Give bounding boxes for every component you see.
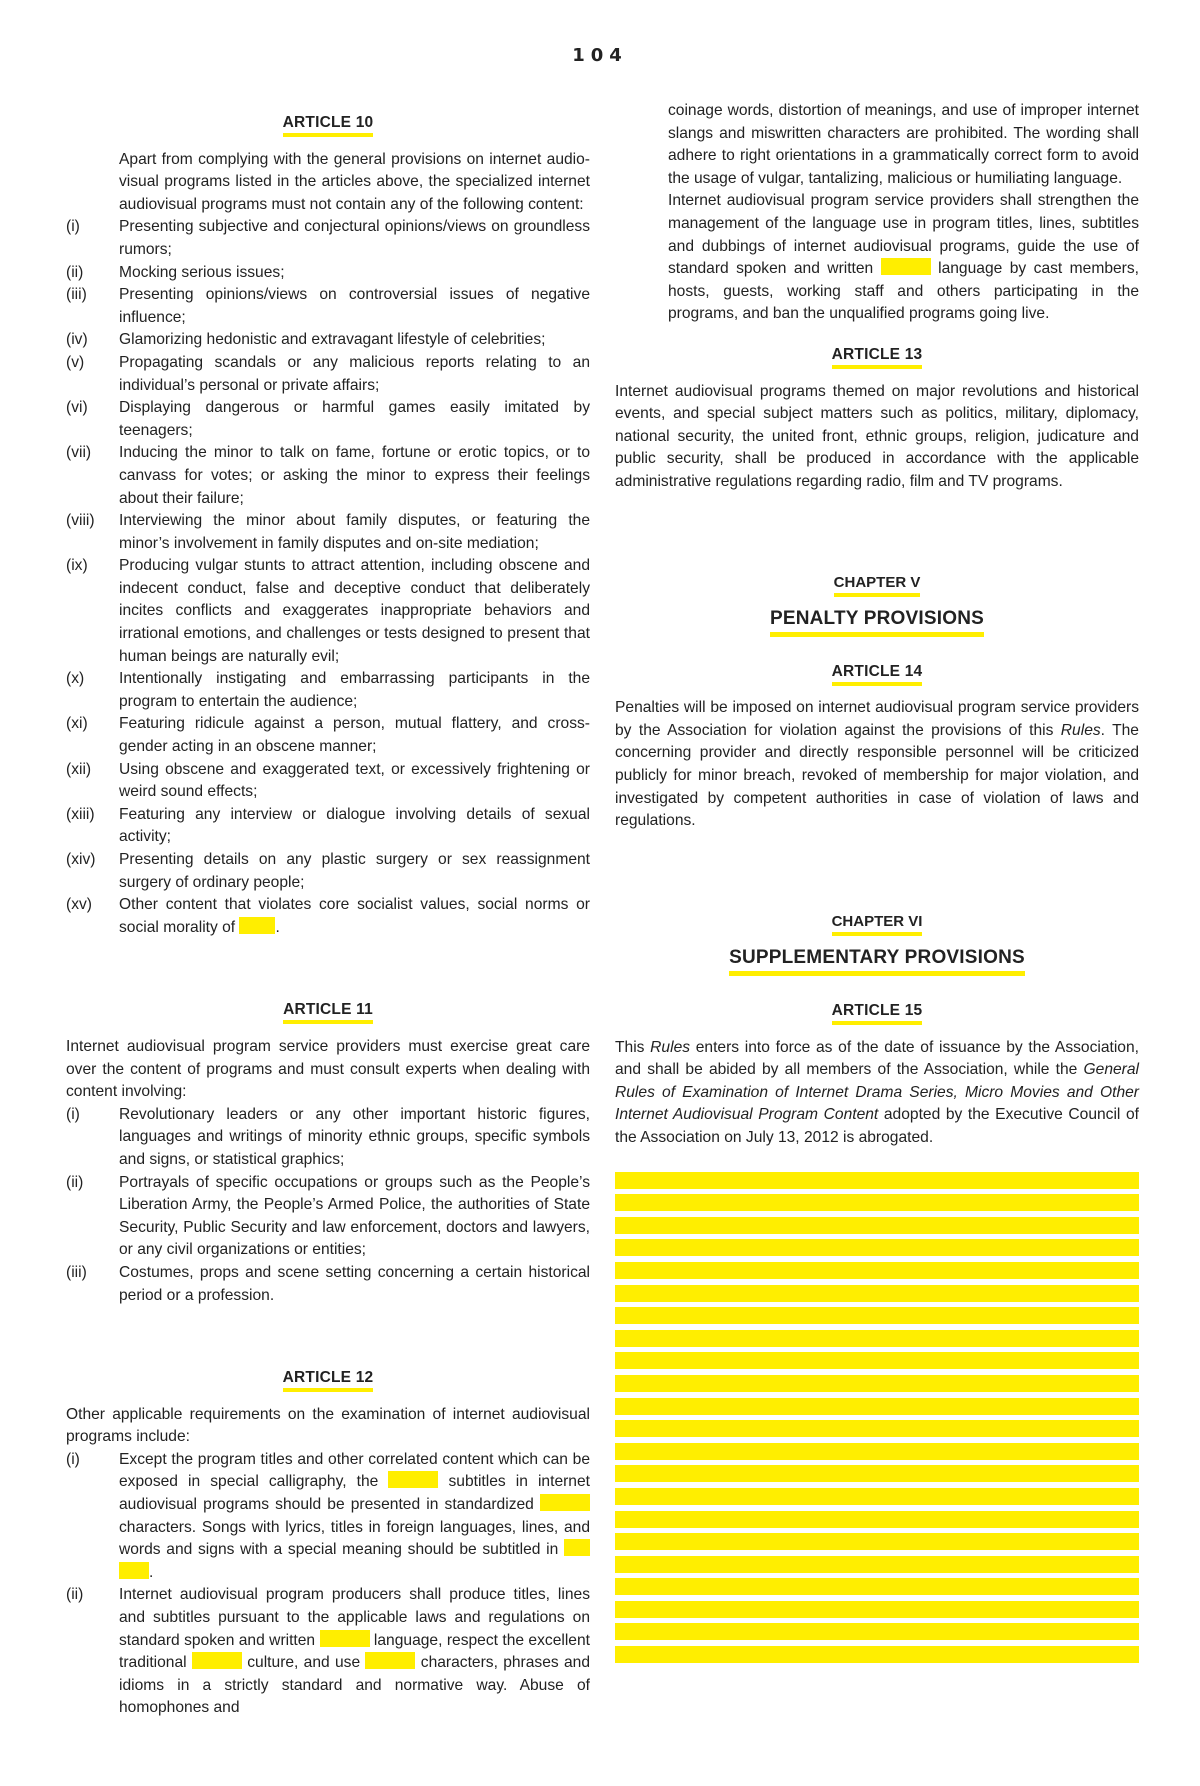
- article-10-item: [66, 216, 590, 261]
- article-12-item-i: (i) Except the program titles and other correlated content which can be exposed in special calligraphy, the subtitles in internet audiovisual programs should be presented in standardized characters. Songs with lyrics, titles in foreign languages, lines, and words and signs with a special meaning should be subtitled in .: [66, 1449, 590, 1585]
- redacted-line: [615, 1578, 1139, 1595]
- item-text: Glamorizing hedonistic and extravagant lifestyle of celebrities;: [119, 331, 546, 349]
- item-number: (i): [66, 1105, 80, 1123]
- redacted-line: [615, 1398, 1139, 1415]
- article-10-item: [66, 284, 590, 329]
- redaction-mark: [564, 1539, 590, 1556]
- article-10-heading: ARTICLE 10: [66, 112, 590, 135]
- item-number: (i): [66, 218, 80, 236]
- item-text: Interviewing the minor about family disputes, or featuring the minor’s involvement in family disputes and on-site mediation;: [119, 512, 590, 552]
- article-11-item: [66, 1104, 590, 1172]
- article-14-heading: ARTICLE 14: [615, 661, 1139, 684]
- article-11-item: [66, 1172, 590, 1262]
- redaction-mark: [881, 258, 931, 275]
- item-number: (xv): [66, 896, 92, 914]
- chapter-5-title: PENALTY PROVISIONS: [615, 608, 1139, 631]
- redacted-line: [615, 1488, 1139, 1505]
- item-number: (iv): [66, 331, 88, 349]
- article-11-item: [66, 1262, 590, 1307]
- article-10-intro: Apart from complying with the general provisions on internet audio-visual programs listed in the articles above, the specialized internet audiovisual programs must not contain any of the following content:: [119, 150, 590, 213]
- item-text: Costumes, props and scene setting concerning a certain historical period or a profession.: [119, 1263, 590, 1304]
- article-12-item-ii-continued: [615, 100, 1139, 190]
- page-number: 104: [572, 45, 628, 66]
- item-text: Featuring ridicule against a person, mutual flattery, and cross-gender acting in an obscene manner;: [119, 715, 590, 756]
- article-10-item: [66, 713, 590, 758]
- redaction-mark: [388, 1471, 438, 1488]
- redacted-line: [615, 1420, 1139, 1437]
- redaction-mark: [540, 1494, 590, 1511]
- redaction-mark: [239, 917, 275, 934]
- redacted-line: [615, 1533, 1139, 1550]
- redacted-line: [615, 1646, 1139, 1663]
- item-number: (ii): [66, 1173, 84, 1191]
- right-column: [615, 100, 1139, 1669]
- item-number: (iii): [66, 1263, 87, 1281]
- item-number: (xiii): [66, 805, 95, 823]
- article-10-item-xv: (xv) Other content that violates core socialist values, social norms or social morality of .: [66, 894, 590, 939]
- item-text: Portrayals of specific occupations or groups such as the People’s Liberation Army, the People’s Armed Police, the authorities of State Security, Public Security and law enforcement, doctors and lawyers, or any civil organizations or entities;: [119, 1173, 590, 1259]
- article-12-item-ii-continued-2: [615, 190, 1139, 326]
- left-column: [66, 100, 590, 1720]
- redacted-line: [615, 1262, 1139, 1279]
- article-10-list: [66, 216, 590, 894]
- article-14-text: Penalties will be imposed on internet audiovisual program service providers by the Association for violation against the provisions of this Rules. The concerning provider and directly responsible personnel will be criticized publicly for minor breach, revoked of membership for major violation, and investigated by competent authorities in case of violation of laws and regulations.: [615, 699, 1139, 830]
- item-number: (xi): [66, 715, 88, 733]
- article-15-text: This Rules enters into force as of the date of issuance by the Association, and shall be abided by all members of the Association, while the General Rules of Examination of Internet Drama Series, Micro Movies and Other Internet Audiovisual Program Content adopted by the Executive Council of the Association on July 13, 2012 is abrogated.: [615, 1038, 1139, 1146]
- chapter-6-label: CHAPTER VI: [615, 911, 1139, 934]
- item-number: (i): [66, 1450, 80, 1468]
- item-number: (vi): [66, 399, 88, 417]
- item-text: Revolutionary leaders or any other important historic figures, languages and writings of minority ethnic groups, specific symbols and signs, or statistical graphics;: [119, 1105, 590, 1168]
- article-13-heading: ARTICLE 13: [615, 344, 1139, 367]
- article-12-item-ii: (ii) Internet audiovisual program producers shall produce titles, lines and subtitles pursuant to the applicable laws and regulations on standard spoken and written language, respect the excellent traditional culture, and use characters, phrases and idioms in a strictly standard and normative way. Abuse of homophones and: [66, 1584, 590, 1720]
- item-text: Mocking serious issues;: [119, 263, 285, 281]
- redacted-block: [615, 1172, 1139, 1663]
- article-12-item-ii-para-2: Internet audiovisual program service providers shall strengthen the management of the language use in program titles, lines, subtitles and dubbings of internet audiovisual programs, guide the use of standard spoken and written language by cast members, hosts, guests, working staff and others participating in the programs, and ban the unqualified programs going live.: [668, 192, 1140, 323]
- redacted-line: [615, 1352, 1139, 1369]
- item-number: (ix): [66, 557, 88, 575]
- article-10-item: [66, 442, 590, 510]
- redacted-line: [615, 1465, 1139, 1482]
- article-13-text: Internet audiovisual programs themed on major revolutions and historical events, and special subject matters such as politics, military, diplomacy, national security, the united front, ethnic groups, religion, judicature and public security, shall be produced in accordance with the applicable administrative regulations regarding radio, film and TV programs.: [615, 382, 1139, 490]
- article-11-list: [66, 1104, 590, 1307]
- item-number: (ii): [66, 263, 84, 281]
- redaction-mark: [192, 1652, 242, 1669]
- redacted-line: [615, 1307, 1139, 1324]
- article-15-heading: ARTICLE 15: [615, 1000, 1139, 1023]
- item-number: (x): [66, 670, 85, 688]
- item-text: Presenting details on any plastic surgery or sex reassignment surgery of ordinary people;: [119, 851, 590, 891]
- redacted-line: [615, 1375, 1139, 1392]
- item-number: (iii): [66, 286, 87, 304]
- item-text: Producing vulgar stunts to attract attention, including obscene and indecent conduct, false and deceptive conduct that deliberately incites conflicts and exaggerates inappropriate behaviors and irrational emotions, and challenges or tests designed to present that human beings are naturally evil;: [119, 557, 590, 665]
- article-10-item: [66, 759, 590, 804]
- article-11-intro: Internet audiovisual program service providers must exercise great care over the content of programs and must consult experts when dealing with content involving:: [66, 1037, 590, 1101]
- item-text: Displaying dangerous or harmful games easily imitated by teenagers;: [119, 399, 590, 439]
- item-text: Inducing the minor to talk on fame, fortune or erotic topics, or to canvass for votes; or asking the minor to express their feelings about their failure;: [119, 444, 590, 507]
- redaction-mark: [365, 1652, 415, 1669]
- redacted-line: [615, 1172, 1139, 1189]
- item-text: Propagating scandals or any malicious reports relating to an individual’s personal or private affairs;: [119, 353, 590, 394]
- item-number: (v): [66, 353, 85, 371]
- article-10-item: [66, 329, 590, 352]
- article-11-heading: ARTICLE 11: [66, 999, 590, 1022]
- article-10-item: [66, 510, 590, 555]
- article-12-heading: ARTICLE 12: [66, 1367, 590, 1390]
- redacted-line: [615, 1239, 1139, 1256]
- item-text: Using obscene and exaggerated text, or excessively frightening or weird sound effects;: [119, 760, 590, 801]
- article-10-item: [66, 397, 590, 442]
- redacted-line: [615, 1601, 1139, 1618]
- article-10-item: [66, 262, 590, 285]
- redacted-line: [615, 1217, 1139, 1234]
- item-number: (xii): [66, 760, 92, 778]
- item-number: (vii): [66, 444, 92, 462]
- redacted-line: [615, 1194, 1139, 1211]
- redacted-line: [615, 1285, 1139, 1302]
- item-text: Intentionally instigating and embarrassing participants in the program to entertain the audience;: [119, 670, 590, 710]
- article-10-item: [66, 804, 590, 849]
- article-10-item: [66, 849, 590, 894]
- item-text: Featuring any interview or dialogue involving details of sexual activity;: [119, 805, 590, 846]
- article-12-intro: Other applicable requirements on the examination of internet audiovisual programs include:: [66, 1405, 590, 1446]
- chapter-5-label: CHAPTER V: [615, 572, 1139, 595]
- item-text: Presenting opinions/views on controversial issues of negative influence;: [119, 286, 590, 326]
- redaction-mark: [320, 1630, 370, 1647]
- item-number: (ii): [66, 1586, 84, 1604]
- redacted-line: [615, 1623, 1139, 1640]
- redacted-line: [615, 1556, 1139, 1573]
- article-10-item: [66, 352, 590, 397]
- item-number: (viii): [66, 512, 95, 530]
- redacted-line: [615, 1330, 1139, 1347]
- redacted-line: [615, 1443, 1139, 1460]
- article-10-item: [66, 555, 590, 668]
- redaction-mark: [119, 1562, 149, 1579]
- item-text: Presenting subjective and conjectural opinions/views on groundless rumors;: [119, 218, 590, 258]
- article-12-item-ii-para: coinage words, distortion of meanings, and use of improper internet slangs and miswritten characters are prohibited. The wording shall adhere to right orientations in a grammatically correct form to avoid the usage of vulgar, tantalizing, malicious or humiliating language.: [668, 102, 1139, 187]
- article-10-item: [66, 668, 590, 713]
- item-number: (xiv): [66, 851, 96, 868]
- redacted-line: [615, 1511, 1139, 1528]
- chapter-6-title: SUPPLEMENTARY PROVISIONS: [615, 947, 1139, 970]
